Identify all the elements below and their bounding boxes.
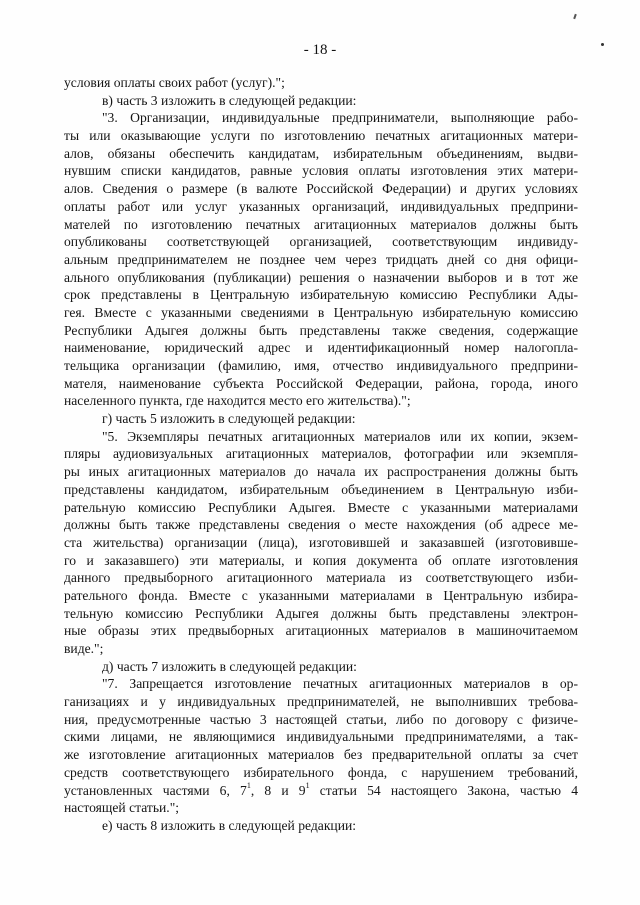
text-line: ные образы этих предвыборных агитационных материалов в машиночитаемом xyxy=(64,623,578,639)
text-line: наименование, юридический адрес и идентификационный номер налогопла- xyxy=(64,340,578,356)
text-line: срок представлены в Центральную избирательную комиссию Республики Ады- xyxy=(64,287,578,303)
text-line: го и заказавшего) эти материалы, и копия документа об оплате изготовления xyxy=(64,552,578,568)
text-line: должны быть также представлены сведения о месте нахождения (об адресе ме- xyxy=(64,517,578,533)
scan-speck xyxy=(573,14,577,19)
text-line: опубликованы соответствующей организацией, соответствующим индивиду- xyxy=(64,234,578,250)
text-line: е) часть 8 изложить в следующей редакции: xyxy=(102,817,357,833)
text-line: ры иных агитационных материалов до начала их распространения должны быть xyxy=(64,464,578,480)
text-line: средств соответствующего избирательного фонда, с нарушением требований, xyxy=(64,764,578,780)
text-line: тельщика организации (фамилию, имя, отчество индивидуального предприни- xyxy=(64,358,578,373)
text-line: мателей по изготовлению печатных агитационных материалов должны быть xyxy=(64,216,578,232)
text-line: Республики Адыгея должны быть представлены также сведения, содержащие xyxy=(64,322,578,338)
text-line: представлены кандидатом, избирательным объединением в Центральную изби- xyxy=(64,481,578,497)
text-line: алов. Сведения о размере (в валюте Российской Федерации) и других условиях xyxy=(64,181,578,197)
document-body xyxy=(64,74,578,835)
text-line: условия оплаты своих работ (услуг)."; xyxy=(64,75,285,90)
text-line: гея. Вместе с указанными сведениями в Центральную избирательную комиссию xyxy=(64,304,578,320)
text-line: ты или оказывающие услуги по изготовлению печатных агитационных матери- xyxy=(64,128,578,144)
text-line: "7. Запрещается изготовление печатных агитационных материалов в ор- xyxy=(102,676,578,692)
text-line: нувшим списки кандидатов, равные условия оплаты изготовления этих матери- xyxy=(64,163,578,179)
text-line: настоящей статьи."; xyxy=(64,800,180,816)
text-line: ста жительства) организации (лица), изготовившей и заказавшей (изготовивше- xyxy=(64,534,578,550)
text-line: тельную комиссию Республики Адыгея должны быть представлены электрон- xyxy=(64,605,578,621)
text-line: установленных частями 6, $7^1$, 8 и $9^1$ статьи 54 настоящего Закона, частью 4 xyxy=(64,780,578,798)
text-line: ганизациях и у индивидуальных предпринимателей, не выполнивших требова- xyxy=(64,694,578,710)
text-line: ального опубликования (публикации) решения о назначении выборов и в тот же xyxy=(64,269,578,285)
text-line: г) часть 5 изложить в следующей редакции: xyxy=(102,411,356,427)
text-line: оплаты работ или услуг указанных организаций, индивидуальных предприни- xyxy=(64,198,578,214)
text-line: виде."; xyxy=(64,641,104,656)
page-number: - 18 - xyxy=(303,42,337,58)
text-line: д) часть 7 изложить в следующей редакции: xyxy=(102,658,357,674)
text-line: данного предвыборного агитационного материала из соответствующего изби- xyxy=(64,570,578,586)
text-line: рательного фонда. Вместе с указанными материалами в Центральную избира- xyxy=(64,587,578,603)
text-line: в) часть 3 изложить в следующей редакции: xyxy=(102,92,357,108)
text-line: скими лицами, не являющимися индивидуальными предпринимателями, а так- xyxy=(64,729,578,745)
text-line: "3. Организации, индивидуальные предприниматели, выполняющие рабо- xyxy=(102,110,578,126)
text-line: же изготовление агитационных материалов без предварительной оплаты за счет xyxy=(64,747,578,763)
text-line: пляры аудиовизуальных агитационных материалов, фотографии или экземпля- xyxy=(64,446,578,462)
text-line: алов, обязаны обеспечить кандидатам, избирательным объединениям, выдви- xyxy=(64,145,578,161)
text-line: ния, предусмотренные частью 3 настоящей статьи, либо по договору с физиче- xyxy=(64,711,578,727)
text-line: мателя, наименование субъекта Российской Федерации, района, города, иного xyxy=(64,375,578,391)
text-line: населенного пункта, где находится место его жительства)."; xyxy=(64,393,411,409)
text-line: рательную комиссию Республики Адыгея. Вместе с указанными материалами xyxy=(64,499,578,515)
text-line: альным предпринимателем не позднее чем через тридцать дней со дня офици- xyxy=(64,251,578,267)
text-line: "5. Экземпляры печатных агитационных материалов или их копии, экзем- xyxy=(102,428,578,444)
